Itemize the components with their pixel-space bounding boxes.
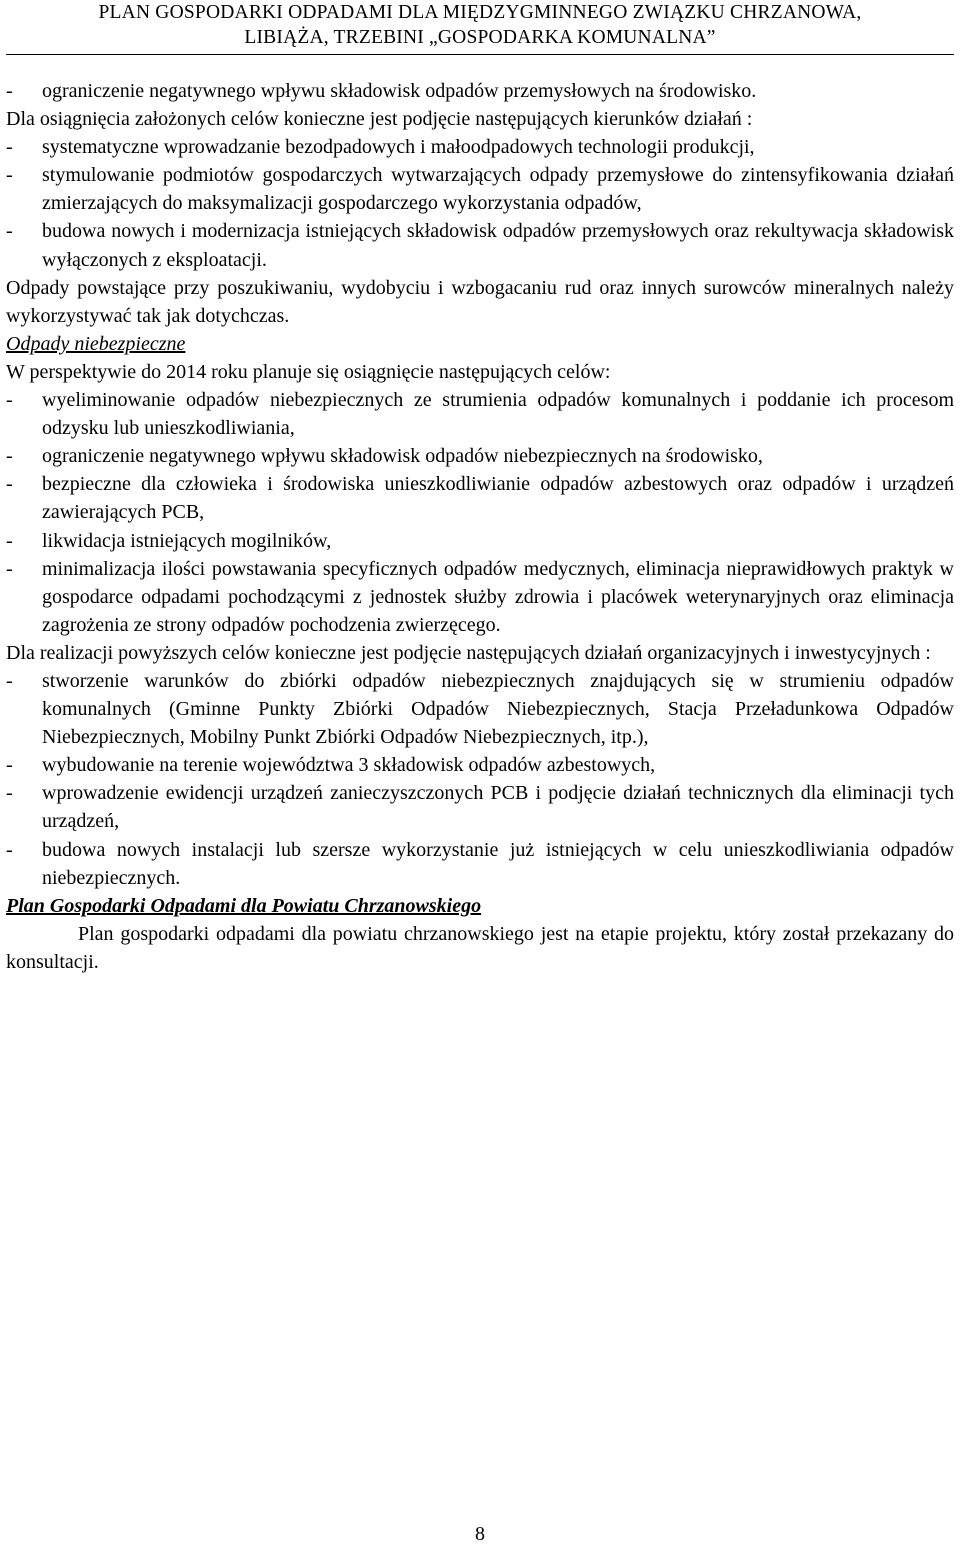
list-item — [6, 442, 954, 470]
list-item — [6, 77, 954, 105]
paragraph: W perspektywie do 2014 roku planuje się osiągnięcie następujących celów: — [6, 360, 611, 383]
list-item — [6, 667, 954, 751]
header-line-2: LIBIĄŻA, TRZEBINI „GOSPODARKA KOMUNALNA” — [244, 27, 716, 48]
list-item-text: budowa nowych i modernizacja istniejących składowisk odpadów przemysłowych oraz rekultywacja składowisk wyłączonych z eksploatacji. — [42, 220, 954, 271]
list-item — [6, 386, 954, 442]
list-item — [6, 470, 954, 526]
section-title: Plan Gospodarki Odpadami dla Powiatu Chrzanowskiego — [6, 894, 482, 917]
bullet-dash: - — [6, 838, 13, 861]
bullet-dash: - — [6, 80, 13, 102]
bullet-dash: - — [6, 136, 13, 159]
list-item-text: systematyczne wprowadzanie bezodpadowych i małoodpadowych technologii produkcji, — [42, 136, 755, 159]
bullet-dash: - — [6, 220, 13, 243]
list-item — [6, 779, 954, 835]
bullet-dash: - — [6, 557, 13, 580]
bullet-dash: - — [6, 529, 13, 552]
document-body — [6, 77, 954, 976]
list-item-text: wybudowanie na terenie województwa 3 składowisk odpadów azbestowych, — [42, 754, 656, 777]
list-item-text: ograniczenie negatywnego wpływu składowisk odpadów niebezpiecznych na środowisko, — [42, 445, 763, 468]
list-item-text: stworzenie warunków do zbiórki odpadów niebezpiecznych znajdujących się w strumieniu odpadów komunalnych (Gminne Punkty Zbiórki Odpadów Niebezpiecznych, Stacja Przeładunkowa Odpadów Niebezpiecznych, Mobilny Punkt Zbiórki Odpadów Niebezpiecznych, itp.), — [42, 669, 954, 749]
paragraph: Dla realizacji powyższych celów konieczne jest podjęcie następujących działań organizacyjnych i inwestycyjnych : — [6, 641, 931, 664]
list-item — [6, 527, 954, 555]
list-item-text: stymulowanie podmiotów gospodarczych wytwarzających odpady przemysłowe do zintensyfikowania działań zmierzających do maksymalizacji gospodarczego wykorzystania odpadów, — [42, 164, 954, 215]
list-item — [6, 217, 954, 273]
section-heading: Odpady niebezpieczne — [6, 332, 186, 355]
bullet-dash: - — [6, 389, 13, 412]
list-item-text: wprowadzenie ewidencji urządzeń zanieczyszczonych PCB i podjęcie działań technicznych dla eliminacji tych urządzeń, — [42, 782, 954, 833]
page-number: 8 — [475, 1523, 485, 1545]
bullet-dash: - — [6, 669, 13, 692]
paragraph: Dla osiągnięcia założonych celów konieczne jest podjęcie następujących kierunków działań : — [6, 108, 753, 131]
bullet-dash: - — [6, 445, 13, 468]
list-item-text: bezpieczne dla człowieka i środowiska unieszkodliwianie odpadów azbestowych oraz odpadów i urządzeń zawierających PCB, — [42, 473, 954, 524]
header-divider — [6, 54, 954, 55]
bullet-dash: - — [6, 754, 13, 777]
paragraph: Odpady powstające przy poszukiwaniu, wydobyciu i wzbogacaniu rud oraz innych surowców mineralnych należy wykorzystywać tak jak dotychczas. — [6, 276, 954, 327]
list-item-text: minimalizacja ilości powstawania specyficznych odpadów medycznych, eliminacja nieprawidłowych praktyk w gospodarce odpadami pochodzącymi z jednostek służby zdrowia i placówek weterynaryjnych oraz eliminacja zagrożenia ze strony odpadów pochodzenia zwierzęcego. — [42, 557, 954, 636]
list-item — [6, 555, 954, 639]
list-item-text: wyeliminowanie odpadów niebezpiecznych ze strumienia odpadów komunalnych i poddanie ich procesom odzysku lub unieszkodliwiania, — [42, 389, 954, 440]
bullet-dash: - — [6, 782, 13, 805]
list-item — [6, 161, 954, 217]
bullet-dash: - — [6, 164, 13, 187]
header-line-1: PLAN GOSPODARKI ODPADAMI DLA MIĘDZYGMINNEGO ZWIĄZKU CHRZANOWA, — [98, 2, 862, 23]
list-item — [6, 751, 954, 779]
bullet-dash: - — [6, 473, 13, 496]
list-item — [6, 133, 954, 161]
paragraph: Plan gospodarki odpadami dla powiatu chrzanowskiego jest na etapie projektu, który został przekazany do konsultacji. — [6, 922, 954, 973]
page-header — [0, 0, 960, 52]
list-item-text: ograniczenie negatywnego wpływu składowisk odpadów przemysłowych na środowisko. — [42, 80, 757, 102]
list-item-text: likwidacja istniejących mogilników, — [42, 529, 332, 552]
list-item-text: budowa nowych instalacji lub szersze wykorzystanie już istniejących w celu unieszkodliwiania odpadów niebezpiecznych. — [42, 838, 954, 889]
list-item — [6, 836, 954, 892]
